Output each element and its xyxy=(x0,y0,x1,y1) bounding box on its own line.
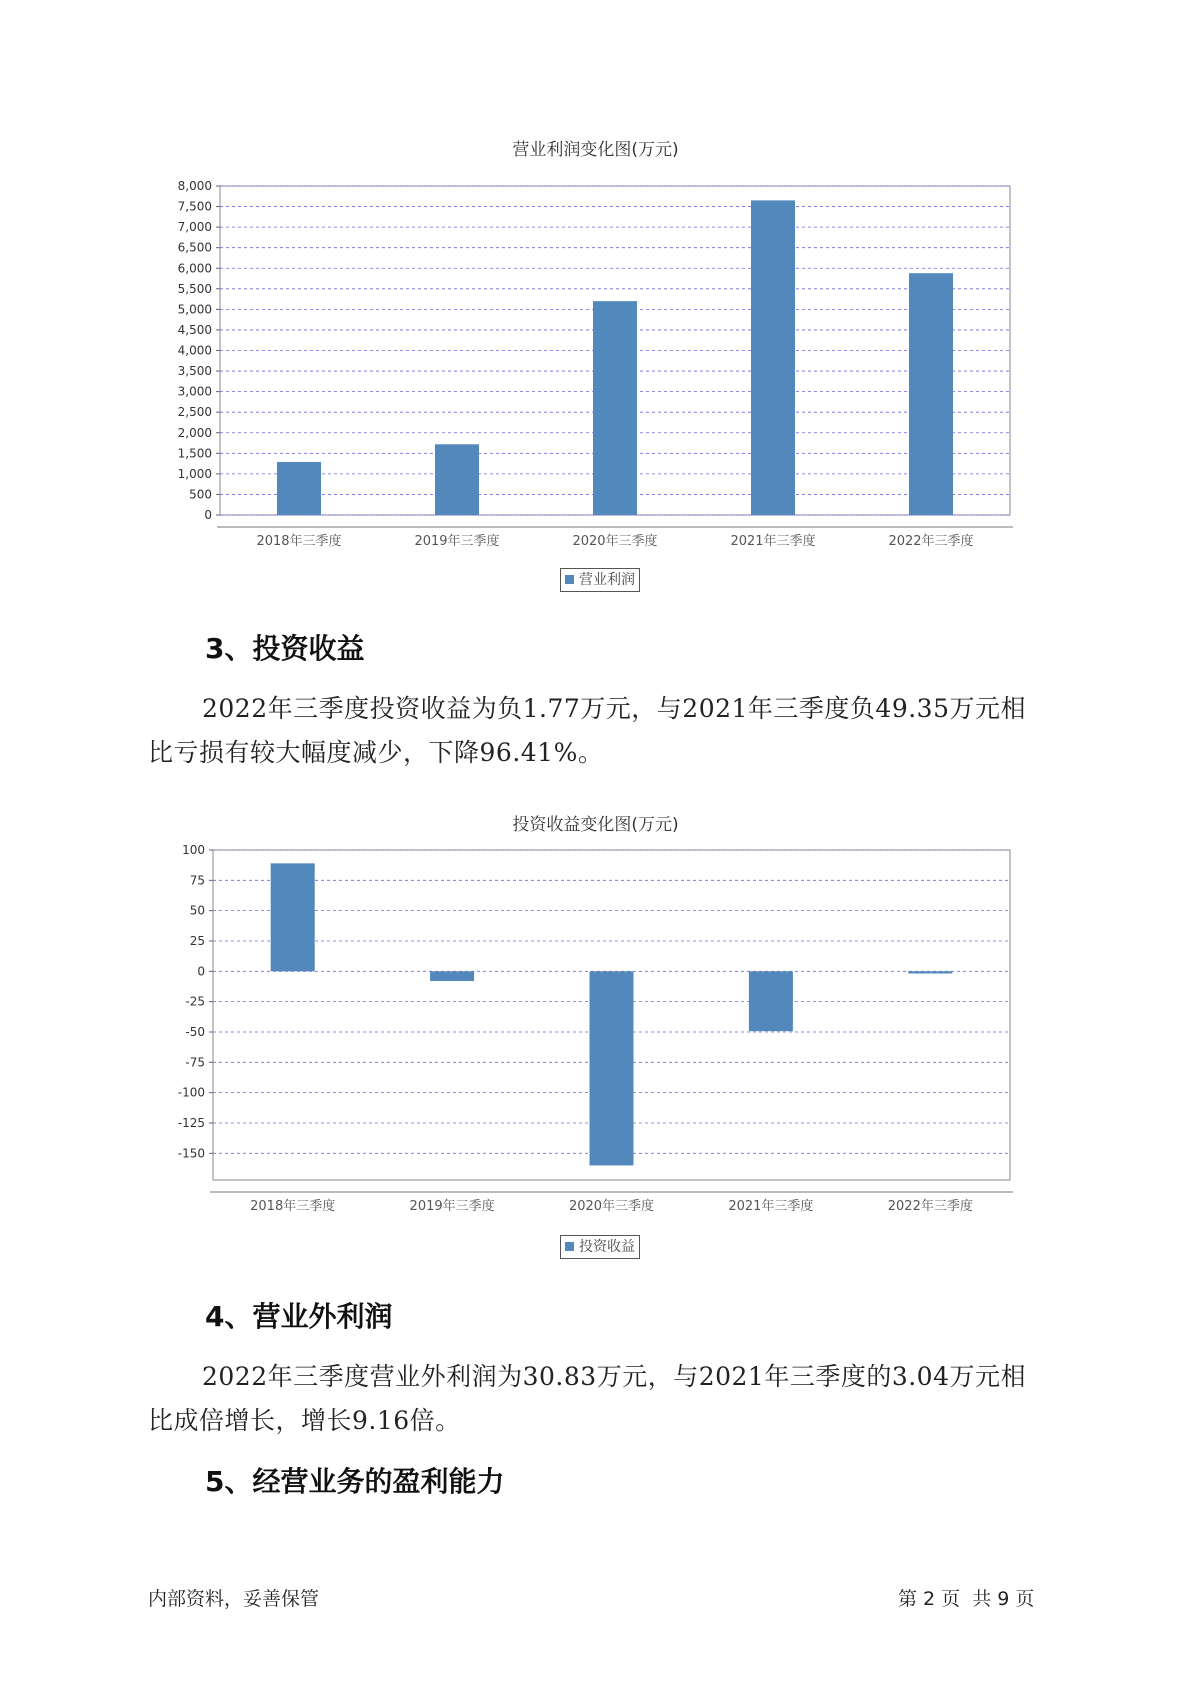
section4-paragraph xyxy=(148,1355,1068,1443)
y-tick-label: 4,500 xyxy=(177,322,212,337)
section3-line1: 2022年三季度投资收益为负1.77万元，与2021年三季度负49.35万元相 xyxy=(202,694,1026,723)
y-tick-label: 3,500 xyxy=(177,364,212,379)
chart1-title: 营业利润变化图(万元) xyxy=(512,140,679,160)
y-tick-label: 7,500 xyxy=(177,199,212,214)
bar-2019年三季度 xyxy=(430,971,474,981)
y-tick-label: 2,000 xyxy=(177,425,212,440)
y-tick-label: 2,500 xyxy=(177,405,212,420)
y-tick-label: 0 xyxy=(204,508,212,522)
x-tick-label: 2021年三季度 xyxy=(728,1199,814,1214)
footer-page-number: 第 2 页 共 9 页 xyxy=(898,1588,1035,1610)
x-tick-label: 2018年三季度 xyxy=(256,534,342,549)
y-tick-label: 100 xyxy=(182,843,205,857)
y-tick-label: 4,000 xyxy=(177,343,212,358)
x-tick-label: 2022年三季度 xyxy=(888,534,974,549)
y-tick-label: 8,000 xyxy=(177,179,212,193)
x-tick-label: 2020年三季度 xyxy=(572,534,658,549)
bar-2021年三季度 xyxy=(749,971,793,1031)
section3-heading: 3、投资收益 xyxy=(205,632,365,665)
bar-2022年三季度 xyxy=(908,971,952,973)
chart2-title: 投资收益变化图(万元) xyxy=(512,815,679,835)
section4-line2: 比成倍增长，增长9.16倍。 xyxy=(148,1406,461,1435)
y-tick-label: -75 xyxy=(185,1055,205,1070)
x-tick-label: 2020年三季度 xyxy=(568,1199,655,1214)
y-tick-label: 50 xyxy=(189,903,205,918)
y-tick-label: 6,000 xyxy=(177,261,212,276)
section3-line2: 比亏损有较大幅度减少，下降96.41%。 xyxy=(148,738,604,767)
x-tick-label: 2018年三季度 xyxy=(250,1199,336,1214)
y-tick-label: 5,500 xyxy=(177,281,212,296)
y-tick-label: 25 xyxy=(189,933,205,948)
x-tick-label: 2019年三季度 xyxy=(409,1199,495,1214)
y-tick-label: 5,000 xyxy=(177,302,212,317)
section4-heading: 4、营业外利润 xyxy=(205,1300,393,1333)
y-tick-label: 75 xyxy=(189,873,205,888)
y-tick-label: 7,000 xyxy=(177,220,212,235)
footer-left: 内部资料，妥善保管 xyxy=(148,1588,320,1610)
y-tick-label: -150 xyxy=(177,1146,205,1161)
bar-2018年三季度 xyxy=(271,863,315,971)
y-tick-label: 0 xyxy=(197,964,205,979)
y-tick-label: -100 xyxy=(177,1085,205,1100)
legend-swatch-icon xyxy=(565,1242,574,1251)
y-tick-label: -50 xyxy=(185,1024,205,1039)
y-tick-label: 500 xyxy=(189,487,212,502)
section4-line1: 2022年三季度营业外利润为30.83万元，与2021年三季度的3.04万元相 xyxy=(202,1362,1026,1391)
chart2-legend-label: 投资收益 xyxy=(579,1239,635,1255)
x-tick-label: 2021年三季度 xyxy=(730,534,816,549)
x-tick-label: 2022年三季度 xyxy=(887,1199,973,1214)
section5-heading: 5、经营业务的盈利能力 xyxy=(205,1465,505,1498)
x-tick-label: 2019年三季度 xyxy=(414,534,500,549)
y-tick-label: 6,500 xyxy=(177,240,212,255)
y-tick-label: -125 xyxy=(177,1115,205,1130)
bar-2020年三季度 xyxy=(590,971,634,1165)
y-tick-label: 1,500 xyxy=(177,446,212,461)
y-tick-label: -25 xyxy=(185,994,205,1009)
chart2-legend xyxy=(560,1235,640,1259)
y-tick-label: 1,000 xyxy=(177,466,212,481)
y-tick-label: 3,000 xyxy=(177,384,212,399)
chart1-legend-label: 营业利润 xyxy=(579,572,635,588)
